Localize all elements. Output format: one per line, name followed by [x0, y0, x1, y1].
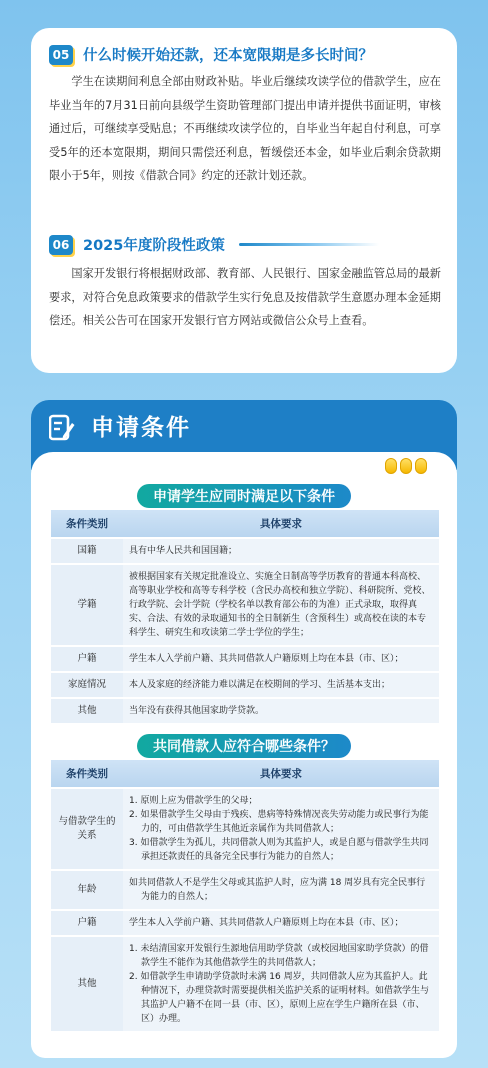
row-requirement: 被根据国家有关规定批准设立、实施全日制高等学历教育的普通本科高校、高等职业学校和高等专科学校（含民办高校和独立学院）、科研院所、党校、行政学院、会计学院（学校名单以教育部公布的为准）正式录取，取得真实、合法、有效的录取通知书的全日制新生（含预科生）或高校在读的本专科学生、研究生和攻读第二学士学位的学生；: [123, 564, 439, 646]
section-06-title: 2025年度阶段性政策: [83, 238, 225, 254]
row-category: 其他: [51, 698, 123, 724]
table-row: [51, 564, 439, 646]
row-category: 户籍: [51, 910, 123, 936]
header-requirement: 具体要求: [123, 510, 439, 538]
row-category: 与借款学生的关系: [51, 788, 123, 870]
table-row: [51, 538, 439, 564]
row-requirement: 当年没有获得其他国家助学贷款。: [123, 698, 439, 724]
table-row: [51, 910, 439, 936]
header-requirement: 具体要求: [123, 760, 439, 788]
section-number-06: 06: [49, 235, 73, 255]
co-borrower-conditions-table: [51, 760, 439, 1033]
row-requirement: 具有中华人民共和国国籍；: [123, 538, 439, 564]
section-05-title: 什么时候开始还款，还本宽限期是多长时间？: [83, 48, 373, 64]
conditions-card: [31, 452, 457, 1058]
student-conditions-table: [51, 510, 439, 725]
table1-title: 申请学生应同时满足以下条件: [137, 484, 351, 508]
requirement-list: [129, 916, 433, 930]
section-05-header: [49, 44, 373, 65]
table-row: [51, 936, 439, 1032]
row-category: 户籍: [51, 646, 123, 672]
row-requirement: [123, 910, 439, 936]
section-number-05: 05: [49, 45, 73, 65]
row-requirement: [123, 788, 439, 870]
dot-icon: [400, 458, 412, 474]
title-underline: [239, 243, 379, 246]
row-category: 家庭情况: [51, 672, 123, 698]
list-item: 如共同借款人不是学生父母或其监护人时，应为满 18 周岁具有完全民事行为能力的自然人；: [129, 878, 426, 902]
table-row: [51, 870, 439, 910]
header-category: 条件类别: [51, 510, 123, 538]
row-requirement: 学生本人入学前户籍、其共同借款人户籍原则上均在本县（市、区）；: [123, 646, 439, 672]
table-row: [51, 698, 439, 724]
row-category: 学籍: [51, 564, 123, 646]
requirement-list: [129, 794, 433, 864]
table-row: [51, 646, 439, 672]
section-06-body: 国家开发银行将根据财政部、教育部、人民银行、国家金融监管总局的最新要求，对符合免息政策要求的借款学生实行免息及按借款学生意愿办理本金延期偿还。相关公告可在国家开发银行官方网站或微信公众号上查看。: [49, 267, 441, 327]
row-requirement: [123, 936, 439, 1032]
list-item: 2. 如果借款学生父母由于残疾、患病等特殊情况丧失劳动能力或民事行为能力的，可由借款学生其他近亲属作为共同借款人；: [129, 810, 429, 834]
dot-icon: [385, 458, 397, 474]
table-row: [51, 788, 439, 870]
row-category: 年龄: [51, 870, 123, 910]
document-pen-icon: [49, 414, 75, 442]
row-category: 其他: [51, 936, 123, 1032]
list-item: 学生本人入学前户籍、其共同借款人户籍原则上均在本县（市、区）；: [129, 918, 404, 928]
row-requirement: [123, 870, 439, 910]
section-05-body: 学生在读期间利息全部由财政补贴。毕业后继续攻读学位的借款学生，应在毕业当年的7月31日前向县级学生资助管理部门提出申请并提供书面证明，审核通过后，可继续享受贴息；不再继续攻读学位的，自毕业当年起自付利息，可享受5年的还本宽限期，期间只需偿还利息，暂缓偿还本金，如毕业后剩余贷款期限小于5年，则按《借款合同》约定的还款计划还款。: [49, 75, 441, 182]
row-requirement: 本人及家庭的经济能力难以满足在校期间的学习、生活基本支出；: [123, 672, 439, 698]
requirement-list: [129, 942, 433, 1026]
banner-title: 申请条件: [91, 415, 191, 441]
requirement-list: [129, 876, 433, 904]
list-item: 1. 未结清国家开发银行生源地信用助学贷款（或校园地国家助学贷款）的借款学生不能作为其他借款学生的共同借款人；: [129, 944, 429, 968]
table-header-row: [51, 760, 439, 788]
list-item: 3. 如借款学生为孤儿，共同借款人则为其监护人，或是自愿与借款学生共同承担还款责任的具备完全民事行为能力的自然人；: [129, 838, 429, 862]
decorative-dots: [385, 458, 427, 474]
table2-title: 共同借款人应符合哪些条件？: [137, 734, 351, 758]
list-item: 2. 如借款学生申请助学贷款时未满 16 周岁，共同借款人应为其监护人。此种情况下，办理贷款时需要提供相关监护关系的证明材料。如借款学生与其监护人户籍不在同一县（市、区），原则上应在学生户籍所在县（市、区）办理。: [129, 972, 430, 1024]
section-06-header: [49, 234, 379, 255]
info-card: [31, 28, 457, 373]
table-header-row: [51, 510, 439, 538]
dot-icon: [415, 458, 427, 474]
list-item: 1. 原则上应为借款学生的父母；: [129, 796, 258, 806]
header-category: 条件类别: [51, 760, 123, 788]
table-row: [51, 672, 439, 698]
row-category: 国籍: [51, 538, 123, 564]
